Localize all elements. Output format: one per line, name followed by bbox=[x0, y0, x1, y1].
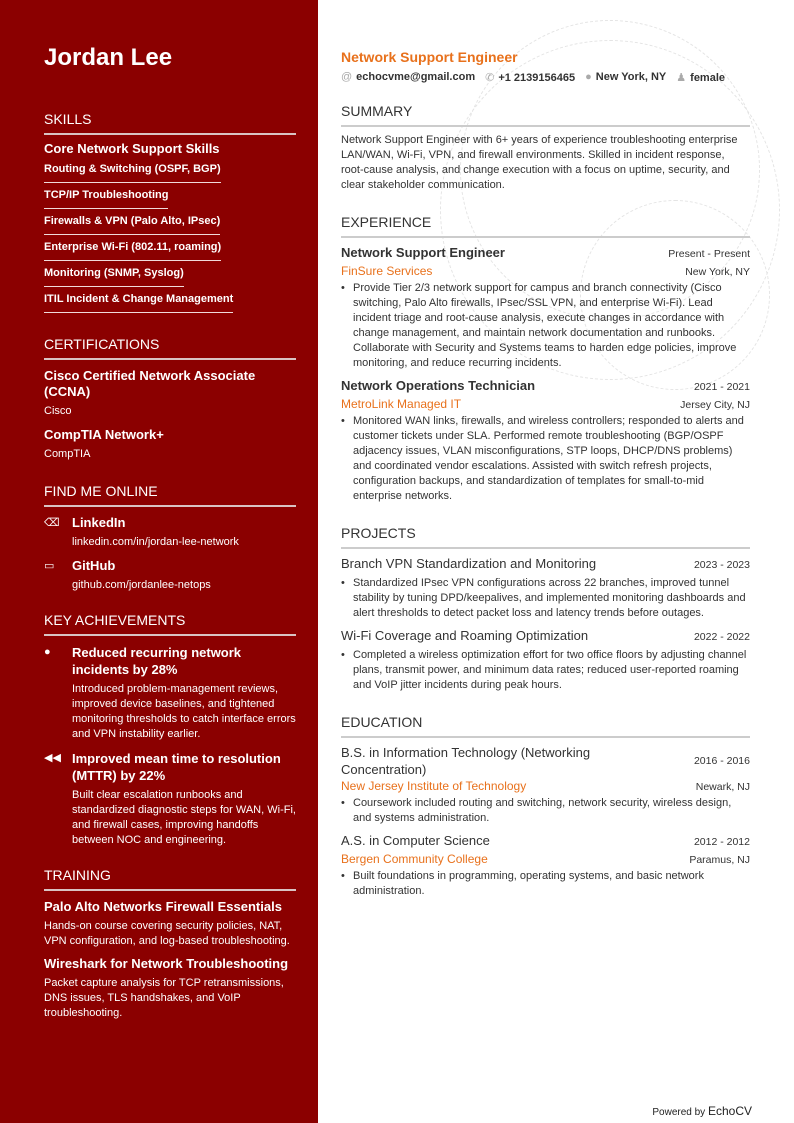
skill-item: ITIL Incident & Change Management bbox=[44, 290, 233, 313]
location: Paramus, NJ bbox=[689, 854, 750, 866]
project-item: Wi-Fi Coverage and Roaming Optimization 2022 - 2022 • Completed a wireless optimization effort for two office floors by adjusting channel plans, transmit power, and minimum data rates; reduced user-reported roaming and VoIP jitter incidents during peak hours. bbox=[341, 628, 750, 691]
certifications-heading: CERTIFICATIONS bbox=[44, 335, 296, 360]
bullet-text: Completed a wireless optimization effort for two office floors by adjusting channel plans, transmit power, and minimum data rates; reduced user-reported roaming and VoIP jitter incidents during peak hours. bbox=[353, 649, 747, 691]
find-me-online-heading: FIND ME ONLINE bbox=[44, 482, 296, 507]
link-label: GitHub bbox=[72, 558, 116, 573]
project-name: Wi-Fi Coverage and Roaming Optimization bbox=[341, 628, 589, 643]
role: Network Support Engineer bbox=[341, 245, 505, 260]
role: Network Operations Technician bbox=[341, 378, 536, 393]
skill-item: Monitoring (SNMP, Syslog) bbox=[44, 264, 184, 287]
cert-issuer: CompTIA bbox=[44, 448, 91, 460]
skills-group-title: Core Network Support Skills bbox=[44, 141, 220, 156]
achievement-item bbox=[44, 644, 296, 742]
project-name: Branch VPN Standardization and Monitoring bbox=[341, 556, 597, 571]
achievement-item bbox=[44, 750, 296, 848]
project-item: Branch VPN Standardization and Monitoring 2023 - 2023 • Standardized IPsec VPN configurations across 22 branches, improved tunnel stability by tuning DPD/keepalives, and implemented monitoring dashboards and alert thresholds to detect packet loss and latency trends before outages. bbox=[341, 556, 750, 619]
contact-row bbox=[341, 71, 750, 84]
key-achievements-heading: KEY ACHIEVEMENTS bbox=[44, 611, 296, 636]
bullet-text: Coursework included routing and switching, network security, wireless design, and systems administration. bbox=[353, 797, 732, 824]
phone-icon: ✆ bbox=[485, 72, 495, 84]
contact-location: ● New York, NY bbox=[585, 71, 667, 83]
skills-heading: SKILLS bbox=[44, 110, 296, 135]
cert-name: Cisco Certified Network Associate (CCNA) bbox=[44, 368, 256, 399]
summary-text: Network Support Engineer with 6+ years of experience troubleshooting enterprise LAN/WAN, Wi-Fi, VPN, and firewall environments. Skilled in incident response, root-cause analysis, and change execution with a focus on uptime, security, and clear stakeholder communication. bbox=[341, 134, 738, 191]
link-github[interactable] bbox=[44, 558, 296, 593]
bullet-text: Provide Tier 2/3 network support for campus and branch connectivity (Cisco switching, Palo Alto firewalls, IPsec/SSL VPN, and enterprise Wi-Fi). Lead incident triage and root-cause analysis, execute changes in accordance with change management, and maintain network documentation and runbooks. Collaborate with Security and Systems teams to harden edge policies, improve monitoring, and reduce recurring incidents. bbox=[353, 282, 737, 369]
contact-phone: ✆ +1 2139156465 bbox=[485, 72, 576, 84]
cert-issuer: Cisco bbox=[44, 405, 72, 417]
projects-heading: PROJECTS bbox=[341, 524, 750, 549]
linkedin-icon: ⌫ bbox=[44, 517, 60, 529]
achievement-desc: Introduced problem-management reviews, improved device baselines, and tightened monitoring thresholds to catch interface errors and VPN instability earlier. bbox=[72, 683, 296, 740]
education-item: A.S. in Computer Science 2012 - 2012 Bergen Community College Paramus, NJ • Built foundations in programming, operating systems, and basic network administration. bbox=[341, 833, 750, 897]
bullet-text: Built foundations in programming, operating systems, and basic network administration. bbox=[353, 870, 704, 897]
dates: 2016 - 2016 bbox=[693, 754, 750, 767]
experience-item: Network Operations Technician 2021 - 2021 MetroLink Managed IT Jersey City, NJ • Monitored WAN links, firewalls, and wireless controllers; responded to alerts and customer tickets under SLA. Performed remote troubleshooting (BGP/OSPF adjacency issues, VLAN misconfigurations, STP loops, DHCP/DNS problems) and coordinated vendor escalations. Assisted with switch refresh projects, configuration backups, and standardization of templates for small-to-mid enterprise networks. bbox=[341, 378, 750, 502]
skill-item: Enterprise Wi-Fi (802.11, roaming) bbox=[44, 238, 221, 261]
bullet-text: Monitored WAN links, firewalls, and wireless controllers; responded to alerts and customer tickets under SLA. Performed remote troubleshooting (BGP/OSPF adjacency issues, VLAN misconfigurations, STP loops, DHCP/DNS problems) and coordinated vendor escalations. Assisted with switch refresh projects, configuration backups, and standardization of templates for small-to-mid enterprise networks. bbox=[353, 415, 744, 502]
link-linkedin[interactable] bbox=[44, 515, 296, 550]
training-desc: Packet capture analysis for TCP retransmissions, DNS issues, TLS handshakes, and VoIP troubleshooting. bbox=[44, 977, 284, 1019]
cert-name: CompTIA Network+ bbox=[44, 427, 164, 442]
experience-item: Network Support Engineer Present - Present FinSure Services New York, NY • Provide Tier 2/3 network support for campus and branch connectivity (Cisco switching, Palo Alto firewalls, IPsec/SSL VPN, and enterprise Wi-Fi). Lead incident triage and root-cause analysis, execute changes in accordance with change management, and maintain network documentation and runbooks. Collaborate with Security and Systems teams to harden edge policies, improve monitoring, and reduce recurring incidents. bbox=[341, 245, 750, 369]
training-desc: Hands-on course covering security policies, NAT, VPN configuration, and log-based troubleshooting. bbox=[44, 920, 290, 947]
main-content bbox=[341, 0, 750, 899]
degree: B.S. in Information Technology (Networking Concentration) bbox=[341, 745, 591, 777]
rewind-icon: ◀◀ bbox=[44, 752, 61, 764]
link-url[interactable]: github.com/jordanlee-netops bbox=[72, 579, 211, 591]
dates: 2012 - 2012 bbox=[693, 836, 750, 848]
location: New York, NY bbox=[685, 266, 750, 278]
summary-heading: SUMMARY bbox=[341, 102, 750, 127]
contact-email[interactable]: @ echocvme@gmail.com bbox=[341, 71, 476, 83]
training-title: Palo Alto Networks Firewall Essentials bbox=[44, 899, 282, 914]
achievement-title: Reduced recurring network incidents by 28% bbox=[72, 645, 242, 677]
school: New Jersey Institute of Technology bbox=[341, 779, 527, 793]
training-heading: TRAINING bbox=[44, 866, 296, 891]
dates: Present - Present bbox=[668, 248, 750, 260]
location: Newark, NJ bbox=[695, 781, 750, 793]
job-title: Network Support Engineer bbox=[341, 49, 518, 65]
echocv-brand[interactable]: EchoCV bbox=[707, 1104, 752, 1118]
dates: 2022 - 2022 bbox=[693, 631, 750, 643]
person-icon: ♟ bbox=[676, 72, 687, 84]
dates: 2021 - 2021 bbox=[693, 381, 750, 393]
dates: 2023 - 2023 bbox=[693, 559, 750, 571]
school: Bergen Community College bbox=[341, 852, 488, 866]
powered-by-footer: Powered by EchoCV bbox=[652, 1104, 752, 1118]
education-heading: EDUCATION bbox=[341, 713, 750, 738]
link-url[interactable]: linkedin.com/in/jordan-lee-network bbox=[72, 536, 239, 548]
company: MetroLink Managed IT bbox=[341, 397, 462, 411]
contact-gender: ♟ female bbox=[676, 72, 726, 84]
company: FinSure Services bbox=[341, 264, 433, 278]
github-icon: ▭ bbox=[44, 560, 55, 572]
at-icon: @ bbox=[341, 71, 353, 83]
training-title: Wireshark for Network Troubleshooting bbox=[44, 956, 289, 971]
bullet-text: Standardized IPsec VPN configurations across 22 branches, improved tunnel stability by tuning DPD/keepalives, and implemented monitoring dashboards and alert thresholds to detect packet loss and latency trends before outages. bbox=[353, 577, 746, 619]
achievement-desc: Built clear escalation runbooks and standardized diagnostic steps for WAN, Wi-Fi, and firewall cases, improving handoffs between NOC and engineering. bbox=[72, 789, 296, 846]
sidebar bbox=[0, 0, 318, 1123]
link-label: LinkedIn bbox=[72, 515, 126, 530]
skill-item: Firewalls & VPN (Palo Alto, IPsec) bbox=[44, 212, 220, 235]
location-icon: ● bbox=[585, 71, 592, 83]
achievement-title: Improved mean time to resolution (MTTR) by 22% bbox=[72, 751, 281, 783]
candidate-name: Jordan Lee bbox=[44, 44, 173, 71]
badge-icon: ● bbox=[44, 646, 51, 658]
skills-list bbox=[44, 157, 296, 313]
experience-heading: EXPERIENCE bbox=[341, 213, 750, 238]
degree: A.S. in Computer Science bbox=[341, 833, 490, 848]
skill-item: TCP/IP Troubleshooting bbox=[44, 186, 168, 209]
skill-item: Routing & Switching (OSPF, BGP) bbox=[44, 160, 221, 183]
education-item: B.S. in Information Technology (Networking Concentration) 2016 - 2016 New Jersey Institute of Technology Newark, NJ • Coursework included routing and switching, network security, wireless design, and systems administration. bbox=[341, 745, 750, 824]
location: Jersey City, NJ bbox=[680, 399, 750, 411]
